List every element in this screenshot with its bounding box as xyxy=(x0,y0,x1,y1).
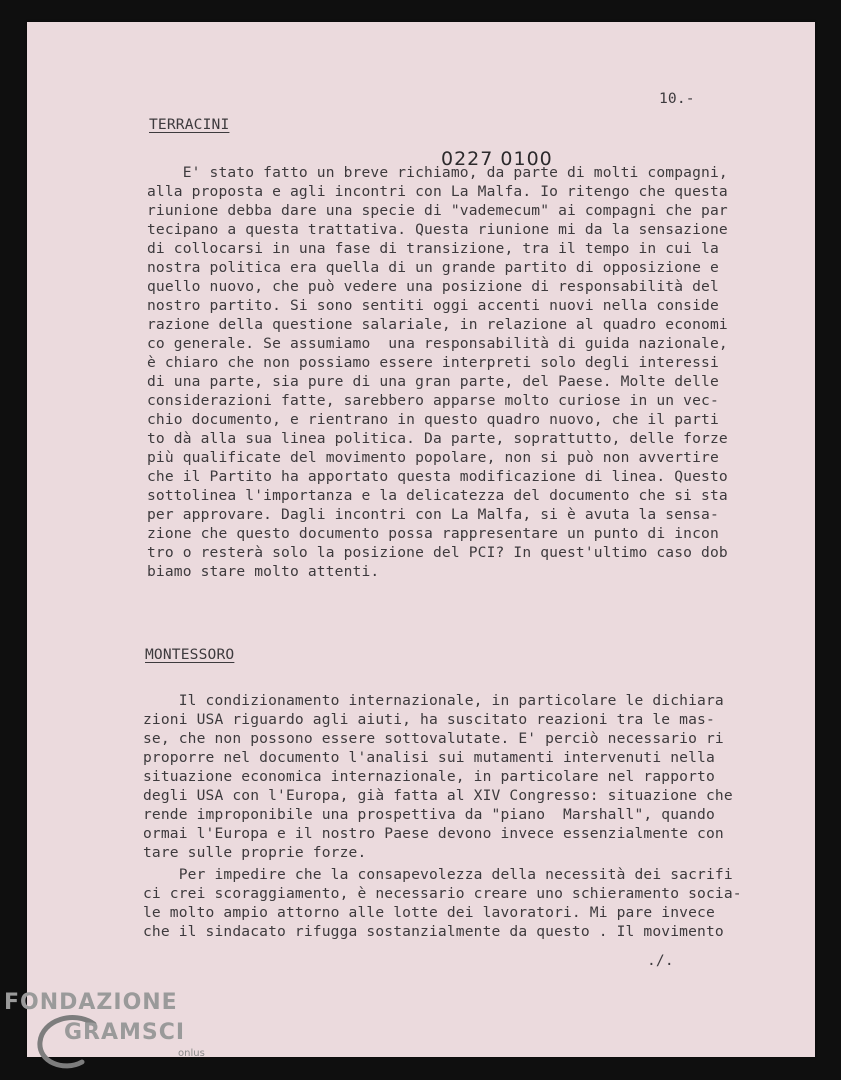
text-line: nostra politica era quella di un grande partito di opposizione e xyxy=(147,259,719,276)
text-line: biamo stare molto attenti. xyxy=(147,563,380,580)
text-line: ci crei scoraggiamento, è necessario creare uno schieramento socia- xyxy=(143,885,742,902)
text-line: considerazioni fatte, sarebbero apparse molto curiose in un vec- xyxy=(147,392,719,409)
fondazione-gramsci-watermark xyxy=(4,990,209,1075)
text-line: rende improponibile una prospettiva da "piano Marshall", quando xyxy=(143,806,715,823)
text-line: riunione debba dare una specie di "vademecum" ai compagni che par xyxy=(147,202,728,219)
watermark-line-3: onlus xyxy=(178,1048,205,1059)
text-line: tare sulle proprie forze. xyxy=(143,844,367,861)
continuation-mark: ./. xyxy=(647,952,674,969)
text-line: co generale. Se assumiamo una responsabilità di guida nazionale, xyxy=(147,335,728,352)
text-line: tro o resterà solo la posizione del PCI? In quest'ultimo caso dob xyxy=(147,544,728,561)
text-line: che il Partito ha apportato questa modificazione di linea. Questo xyxy=(147,468,728,485)
text-line: più qualificate del movimento popolare, non si può non avvertire xyxy=(147,449,719,466)
paragraph-terracini xyxy=(147,163,728,581)
section-heading-terracini: TERRACINI xyxy=(149,116,230,133)
document-page xyxy=(27,22,815,1057)
text-line: zione che questo documento possa rappresentare un punto di incon xyxy=(147,525,719,542)
text-line: Il condizionamento internazionale, in particolare le dichiara xyxy=(143,692,724,709)
text-line: è chiaro che non possiamo essere interpreti solo degli interessi xyxy=(147,354,719,371)
text-line: zioni USA riguardo agli aiuti, ha suscitato reazioni tra le mas- xyxy=(143,711,715,728)
text-line: razione della questione salariale, in relazione al quadro economi xyxy=(147,316,728,333)
text-line: quello nuovo, che può vedere una posizione di responsabilità del xyxy=(147,278,719,295)
text-line: se, che non possono essere sottovalutate. E' perciò necessario ri xyxy=(143,730,724,747)
text-line: degli USA con l'Europa, già fatta al XIV Congresso: situazione che xyxy=(143,787,733,804)
paragraph-montessoro-2 xyxy=(143,865,742,941)
text-line: to dà alla sua linea politica. Da parte, soprattutto, delle forze xyxy=(147,430,728,447)
text-line: di una parte, sia pure di una gran parte, del Paese. Molte delle xyxy=(147,373,719,390)
text-line: proporre nel documento l'analisi sui mutamenti intervenuti nella xyxy=(143,749,715,766)
archive-stamp: 0227 0100 xyxy=(441,148,553,170)
text-line: nostro partito. Si sono sentiti oggi accenti nuovi nella conside xyxy=(147,297,719,314)
watermark-line-1: FONDAZIONE xyxy=(4,990,178,1015)
watermark-line-2: GRAMSCI xyxy=(64,1020,186,1045)
text-line: ormai l'Europa e il nostro Paese devono invece essenzialmente con xyxy=(143,825,724,842)
paragraph-montessoro-1 xyxy=(143,691,733,862)
text-line: tecipano a questa trattativa. Questa riunione mi da la sensazione xyxy=(147,221,728,238)
text-line: E' stato fatto un breve richiamo, da parte di molti compagni, xyxy=(147,164,728,181)
text-line: per approvare. Dagli incontri con La Malfa, si è avuta la sensa- xyxy=(147,506,719,523)
section-heading-montessoro: MONTESSORO xyxy=(145,646,235,663)
text-line: le molto ampio attorno alle lotte dei lavoratori. Mi pare invece xyxy=(143,904,715,921)
text-line: di collocarsi in una fase di transizione, tra il tempo in cui la xyxy=(147,240,719,257)
text-line: alla proposta e agli incontri con La Malfa. Io ritengo che questa xyxy=(147,183,728,200)
text-line: Per impedire che la consapevolezza della necessità dei sacrifi xyxy=(143,866,733,883)
text-line: situazione economica internazionale, in particolare nel rapporto xyxy=(143,768,715,785)
text-line: sottolinea l'importanza e la delicatezza del documento che si sta xyxy=(147,487,728,504)
page-number: 10.- xyxy=(659,90,695,107)
text-line: che il sindacato rifugga sostanzialmente da questo . Il movimento xyxy=(143,923,724,940)
text-line: chio documento, e rientrano in questo quadro nuovo, che il parti xyxy=(147,411,719,428)
